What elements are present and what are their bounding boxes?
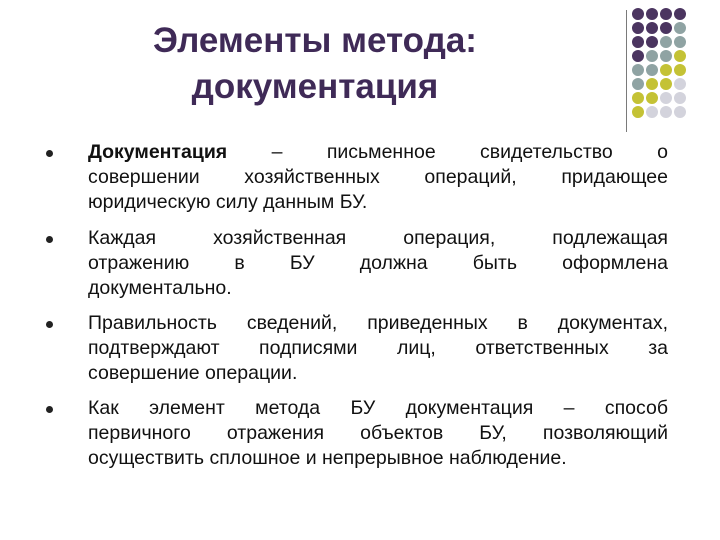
bullet-marker [46, 321, 53, 328]
bullet-line: документально. [88, 277, 232, 299]
bullet-line: Как элемент метода БУ документация – способ [88, 397, 668, 419]
bullet-line: – письменное свидетельство о [227, 141, 668, 163]
bullet-text [88, 311, 668, 386]
bullet-line: подтверждают подписями лиц, ответственных за [88, 337, 668, 359]
bullet-marker [46, 406, 53, 413]
bullet-line: Каждая хозяйственная операция, подлежащая [88, 227, 668, 249]
bullet-text [88, 140, 668, 215]
bullet-line: юридическую силу данным БУ. [88, 191, 368, 213]
bullet-line: совершении хозяйственных операций, придающее [88, 166, 668, 188]
bold-term: Документация [88, 141, 228, 163]
bullet-line: Правильность сведений, приведенных в документах, [88, 312, 668, 334]
bullet-marker [46, 236, 53, 243]
title-line-1: Элементы метода: [153, 21, 477, 60]
bullet-line: первичного отражения объектов БУ, позволяющий [88, 422, 668, 444]
bullet-line: осуществить сплошное и непрерывное наблюдение. [88, 447, 567, 469]
bullet-line: совершение операции. [88, 362, 298, 384]
title-line-2: документация [191, 67, 439, 106]
bullet-line: отражению в БУ должна быть оформлена [88, 252, 668, 274]
bullet-text [88, 226, 668, 301]
bullet-marker [46, 150, 53, 157]
bullet-text [88, 396, 668, 471]
